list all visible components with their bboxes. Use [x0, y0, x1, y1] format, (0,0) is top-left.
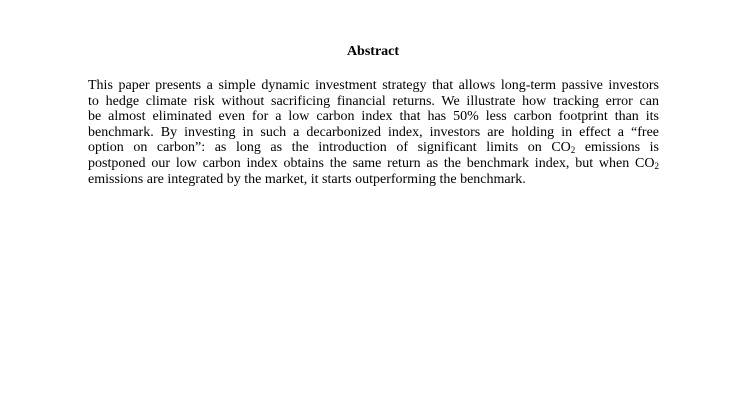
abstract-line-6-text: postponed our low carbon index obtains the same return as the benchmark index, but when CO	[88, 155, 655, 171]
abstract-line-4: benchmark. By investing in such a decarbonized index, investors are holding in effect a “free	[88, 124, 659, 140]
abstract-line-6	[88, 156, 659, 172]
abstract-line-5-text: option on carbon”: as long as the introduction of significant limits on CO	[88, 140, 571, 156]
co2-subscript: 2	[570, 145, 576, 156]
abstract-line-1: This paper presents a simple dynamic investment strategy that allows long-term passive investors	[88, 78, 659, 93]
abstract-heading: Abstract	[346, 44, 400, 59]
abstract-line-5-tail: emissions is	[584, 140, 659, 156]
abstract-line-3: be almost eliminated even for a low carbon index that has 50% less carbon footprint than its	[88, 109, 659, 125]
abstract-paragraph	[88, 78, 659, 187]
abstract-line-7: emissions are integrated by the market, it starts outperforming the benchmark.	[88, 171, 526, 187]
abstract-line-2: to hedge climate risk without sacrificing financial returns. We illustrate how tracking error can	[88, 93, 659, 109]
co2-subscript: 2	[654, 160, 659, 171]
abstract-line-5	[88, 140, 659, 156]
